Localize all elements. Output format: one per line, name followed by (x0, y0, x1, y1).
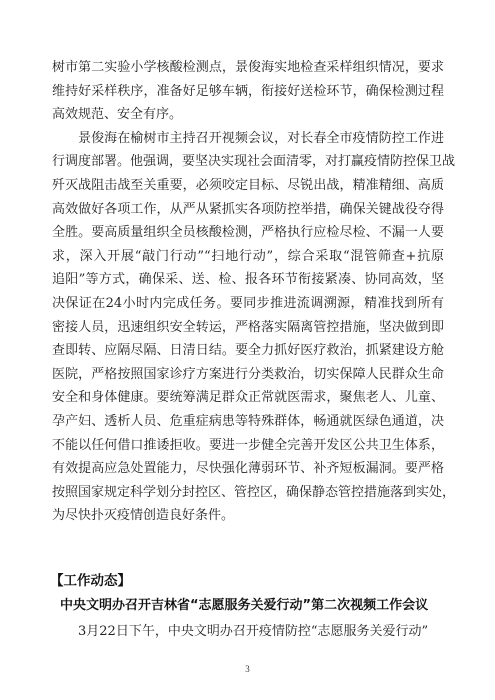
body-text (52, 56, 456, 528)
page-number: 3 (245, 664, 250, 674)
paragraph-line: 行调度部署。他强调，要坚决实现社会面清零，对打赢疫情防控保卫战 (52, 154, 456, 170)
paragraph-line: 不能以任何借口推诿拒收。要进一步健全完善开发区公共卫生体系， (52, 437, 444, 453)
paragraph-line: 歼灭战阻击战至关重要，必须咬定目标、尽锐出战，精准精细、高质 (52, 177, 444, 193)
paragraph-line: 有效提高应急处置能力，尽快强化薄弱环节、补齐短板漏洞。要严格 (52, 461, 444, 477)
paragraph-line: 求，深入开展“敲门行动”“扫地行动”，综合采取“混管筛查+抗原 (52, 248, 444, 264)
paragraph-line: 查即转、应隔尽隔、日清日结。要全力抓好医疗救治，抓紧建设方舱 (52, 343, 444, 359)
paragraph-line: 追阳”等方式，确保采、送、检、报各环节衔接紧凑、协同高效，坚 (52, 272, 444, 288)
paragraph-line: 景俊海在榆树市主持召开视频会议，对长春全市疫情防控工作进 (78, 130, 444, 146)
section-heading: 【工作动态】 (50, 573, 131, 589)
news-first-line: 3月22日下午，中央文明办召开疫情防控“志愿服务关爱行动” (78, 624, 429, 639)
paragraph-line: 决保证在24小时内完成任务。要同步推进流调溯源，精准找到所有 (52, 295, 444, 311)
paragraph-line: 按照国家规定科学划分封控区、管控区，确保静态管控措施落到实处， (52, 484, 456, 500)
paragraph-line: 维持好采样秩序，准备好足够车辆，衔接好送检环节，确保检测过程 (52, 83, 444, 99)
paragraph-line: 密接人员，迅速组织安全转运，严格落实隔离管控措施，坚决做到即 (52, 319, 444, 335)
paragraph-line: 高效做好各项工作，从严从紧抓实各项防控举措，确保关键战役夺得 (52, 201, 444, 217)
paragraph-line: 树市第二实验小学核酸检测点，景俊海实地检查采样组织情况，要求 (52, 60, 444, 75)
news-title: 中央文明办召开吉林省“志愿服务关爱行动”第二次视频工作会议 (60, 598, 429, 613)
paragraph-line: 安全和身体健康。要统筹满足群众正常就医需求，聚焦老人、儿童、 (52, 390, 444, 406)
paragraph-line: 医院，严格按照国家诊疗方案进行分类救治，切实保障人民群众生命 (52, 366, 444, 382)
paragraph-line: 全胜。要高质量组织全员核酸检测，严格执行应检尽检、不漏一人要 (52, 225, 444, 241)
paragraph-line: 孕产妇、透析人员、危重症病患等特殊群体，畅通就医绿色通道，决 (52, 413, 444, 429)
paragraph-line: 为尽快扑灭疫情创造良好条件。 (52, 508, 235, 524)
paragraph-line: 高效规范、安全有序。 (52, 107, 183, 123)
